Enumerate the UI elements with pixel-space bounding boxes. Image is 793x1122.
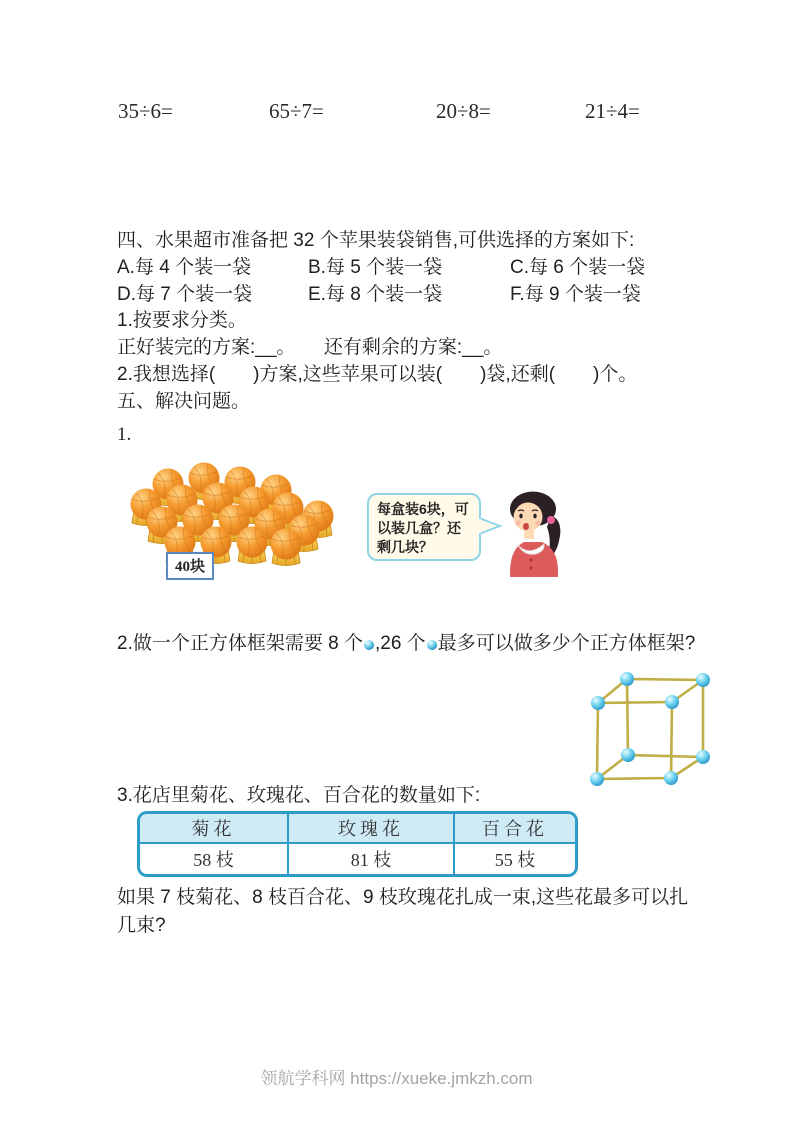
girl-cartoon	[496, 487, 574, 577]
flower-table	[137, 811, 578, 877]
muffin-count-label: 40块	[166, 552, 214, 580]
problem3-question: 如果 7 枝菊花、8 枝百合花、9 枝玫瑰花扎成一束,这些花最多可以扎几束?	[117, 887, 689, 936]
section-five-title: 五、解决问题。	[117, 390, 251, 412]
speech-bubble-line: 以装几盒？还	[377, 520, 461, 536]
problem2-part2: ,26 个	[374, 633, 426, 654]
option-d: D.每 7 个装一袋	[117, 283, 253, 305]
option-c: C.每 6 个装一袋	[510, 256, 646, 278]
table-value-baihehua: 55 枝	[494, 850, 536, 870]
problem2-part3: 最多可以做多少个正方体框架?	[437, 633, 696, 654]
options-row-2	[117, 282, 689, 309]
option-b: B.每 5 个装一袋	[308, 256, 443, 278]
connector-ball-icon	[427, 640, 437, 650]
option-a: A.每 4 个装一袋	[117, 256, 252, 278]
problem3-intro: 3.花店里菊花、玫瑰花、百合花的数量如下:	[117, 785, 481, 806]
option-e: E.每 8 个装一袋	[308, 283, 443, 305]
cube-frame-image	[580, 662, 720, 797]
speech-bubble-line: 每盒装6块，可	[377, 501, 469, 517]
muffins-image	[116, 462, 344, 574]
table-header-meiguihua: 玫瑰花	[289, 814, 455, 844]
problem2-part1: 2.做一个正方体框架需要 8 个	[117, 633, 363, 654]
division-problem-3: 20÷8=	[436, 99, 491, 123]
section-four-item1-blanks: 正好装完的方案:__。 还有剩余的方案:__。	[117, 337, 503, 359]
division-problem-2: 65÷7=	[269, 99, 324, 123]
problem1-number: 1.	[117, 424, 132, 445]
problem2-text	[117, 630, 737, 657]
footer-watermark: 领航学科网 https://xueke.jmkzh.com	[260, 1069, 533, 1088]
section-four-item1: 1.按要求分类。	[117, 310, 247, 332]
table-header-juhua: 菊花	[140, 814, 289, 844]
speech-bubble-line: 剩几块？	[377, 539, 433, 555]
table-value-juhua: 58 枝	[140, 844, 289, 874]
speech-bubble	[367, 493, 481, 561]
options-row-1	[117, 255, 689, 282]
section-four	[117, 228, 689, 416]
section-four-item2: 2.我想选择( )方案,这些苹果可以装( )袋,还剩( )个。	[117, 363, 638, 385]
division-problem-1: 35÷6=	[118, 99, 173, 123]
connector-ball-icon	[364, 640, 374, 650]
option-f: F.每 9 个装一袋	[510, 283, 641, 305]
section-four-title: 四、水果超市准备把 32 个苹果装袋销售,可供选择的方案如下:	[117, 230, 635, 251]
division-problem-4: 21÷4=	[585, 99, 640, 123]
table-value-meiguihua: 81 枝	[289, 844, 455, 874]
table-header-baihehua: 百合花	[455, 814, 575, 844]
